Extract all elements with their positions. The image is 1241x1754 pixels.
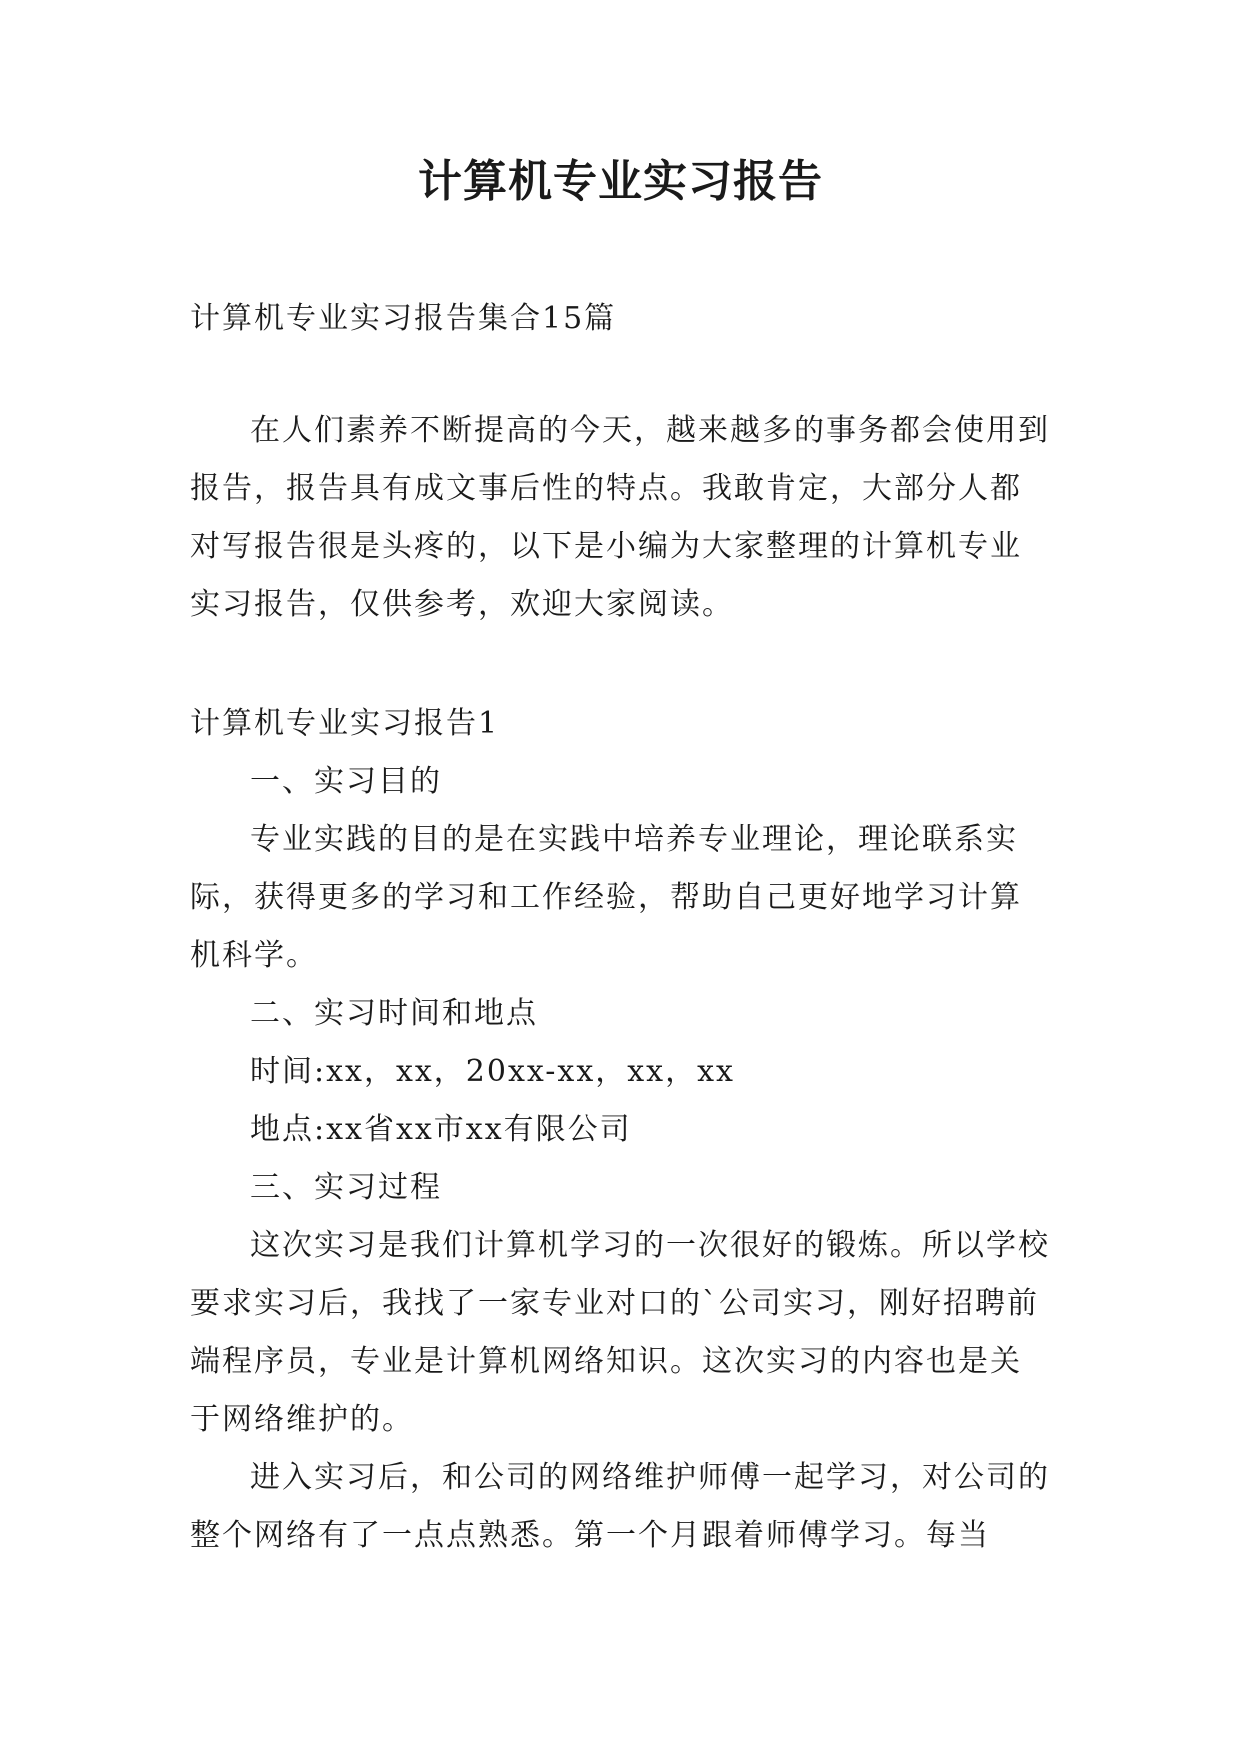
process-paragraph-1: 这次实习是我们计算机学习的一次很好的锻炼。所以学校要求实习后，我找了一家专业对口的`公司实习，刚好招聘前端程序员，专业是计算机网络知识。这次实习的内容也是关于网络维护的。 — [190, 1228, 1050, 1437]
place-line: 地点:xx省xx市xx有限公司 — [250, 1112, 632, 1147]
document-title: 计算机专业实习报告 — [418, 156, 823, 207]
time-place-heading: 二、实习时间和地点 — [250, 996, 538, 1031]
intro-paragraph: 在人们素养不断提高的今天，越来越多的事务都会使用到报告，报告具有成文事后性的特点。我敢肯定，大部分人都对写报告很是头疼的，以下是小编为大家整理的计算机专业实习报告，仅供参考，欢迎大家阅读。 — [190, 413, 1050, 622]
process-heading: 三、实习过程 — [250, 1170, 442, 1205]
time-line: 时间:xx，xx，20xx-xx，xx，xx — [250, 1054, 735, 1089]
purpose-paragraph: 专业实践的目的是在实践中培养专业理论，理论联系实际，获得更多的学习和工作经验，帮助自己更好地学习计算机科学。 — [190, 822, 1022, 973]
document-subtitle: 计算机专业实习报告集合15篇 — [190, 301, 617, 336]
process-paragraph-2: 进入实习后，和公司的网络维护师傅一起学习，对公司的整个网络有了一点点熟悉。第一个月跟着师傅学习。每当 — [190, 1460, 1050, 1553]
report-1-section — [190, 695, 1052, 1565]
report-1-heading: 计算机专业实习报告1 — [190, 706, 500, 741]
purpose-heading: 一、实习目的 — [250, 764, 442, 799]
